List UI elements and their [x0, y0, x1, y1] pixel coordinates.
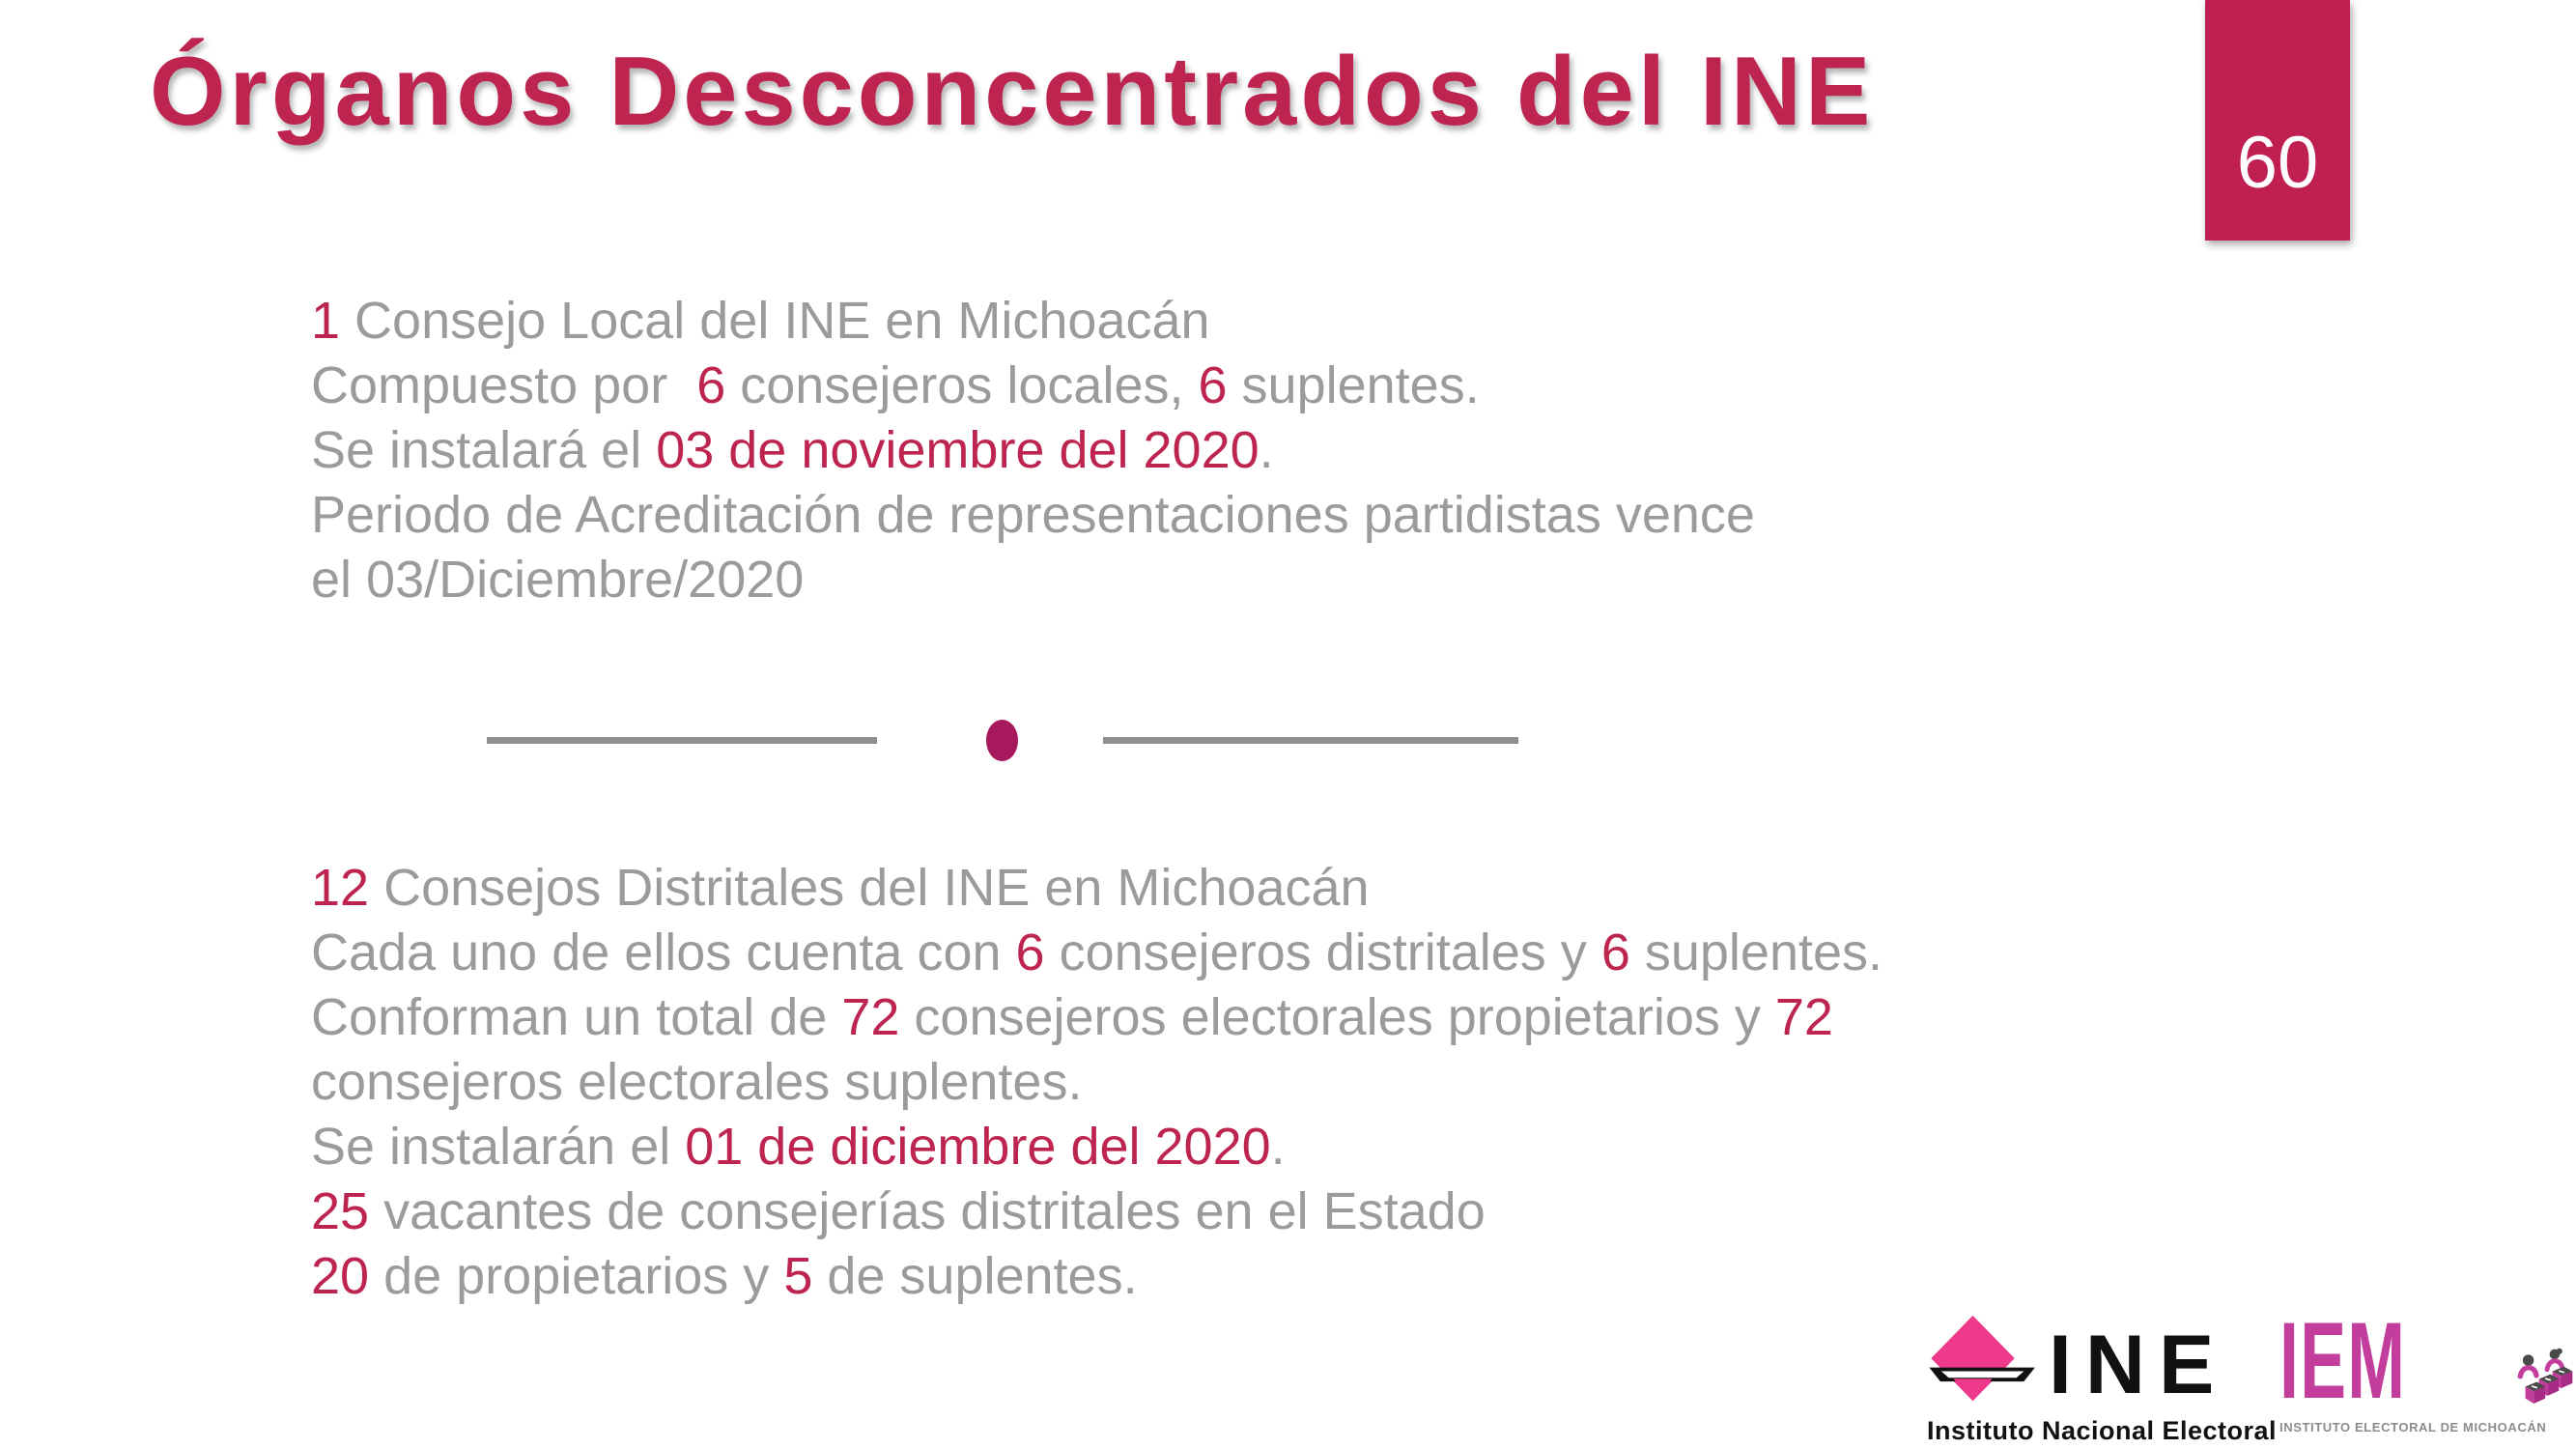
iem-people-ballot-boxes-icon — [2515, 1308, 2574, 1449]
text-segment: 6 — [1600, 923, 1630, 981]
ine-wordmark: INE — [2049, 1319, 2228, 1411]
divider-dot-icon — [986, 720, 1018, 761]
text-segment: suplentes. — [1227, 356, 1480, 414]
text-segment: 25 — [311, 1182, 370, 1240]
text-segment: Periodo de Acreditación de representaciones partidistas vence — [311, 486, 1755, 544]
text-segment: 1 — [311, 292, 341, 350]
text-line — [311, 856, 1882, 921]
paragraph-consejos-distritales — [311, 856, 1882, 1309]
text-line — [311, 1115, 1882, 1179]
text-segment: Se instalará el — [311, 421, 657, 479]
ine-logo — [1927, 1314, 2278, 1449]
text-segment: 6 — [696, 356, 726, 414]
text-line — [311, 985, 1882, 1050]
text-segment: 72 — [1774, 988, 1833, 1046]
text-segment: 5 — [783, 1247, 813, 1305]
text-line — [311, 354, 1755, 418]
text-segment: consejeros distritales y — [1044, 923, 1601, 981]
text-line — [311, 418, 1755, 483]
text-segment: consejeros electorales propietarios y — [899, 988, 1775, 1046]
text-line — [311, 1179, 1882, 1244]
iem-wordmark: IEM — [2279, 1300, 2407, 1421]
text-segment: Consejo Local del INE en Michoacán — [340, 292, 1210, 350]
text-segment: 03 de noviembre del 2020 — [656, 421, 1260, 479]
page-number: 60 — [2236, 122, 2319, 204]
text-segment: . — [1259, 421, 1274, 479]
text-segment: consejeros electorales suplentes. — [311, 1053, 1083, 1111]
text-segment: 01 de diciembre del 2020 — [685, 1118, 1271, 1176]
ine-caption: Instituto Nacional Electoral — [1927, 1416, 2278, 1445]
page-number-box — [2205, 0, 2350, 241]
text-line — [311, 289, 1755, 354]
text-segment: suplentes. — [1629, 923, 1883, 981]
divider-line-left — [487, 737, 877, 744]
text-segment: de suplentes. — [812, 1247, 1138, 1305]
text-line — [311, 1244, 1882, 1309]
text-segment: Se instalarán el — [311, 1118, 686, 1176]
text-line — [311, 921, 1882, 985]
text-segment: Compuesto por — [311, 356, 697, 414]
text-segment: de propietarios y — [369, 1247, 784, 1305]
text-segment: 6 — [1198, 356, 1228, 414]
divider-line-right — [1103, 737, 1518, 744]
page-title: Órganos Desconcentrados del INE — [150, 38, 1875, 146]
text-segment: el 03/Diciembre/2020 — [311, 551, 805, 609]
text-segment: vacantes de consejerías distritales en el Estado — [369, 1182, 1486, 1240]
text-segment: 20 — [311, 1247, 370, 1305]
section-divider — [487, 717, 1518, 763]
text-segment: 12 — [311, 859, 370, 917]
paragraph-consejo-local — [311, 289, 1755, 612]
text-segment: Cada uno de ellos cuenta con — [311, 923, 1016, 981]
text-segment: . — [1270, 1118, 1286, 1176]
text-segment: Conforman un total de — [311, 988, 842, 1046]
text-segment: Consejos Distritales del INE en Michoacán — [369, 859, 1370, 917]
ine-ballot-box-icon — [1927, 1314, 2043, 1406]
text-line — [311, 548, 1755, 612]
iem-logo-text — [2279, 1300, 2547, 1449]
iem-caption: INSTITUTO ELECTORAL DE MICHOACÁN — [2279, 1420, 2547, 1435]
ine-logo-top — [1927, 1314, 2270, 1411]
text-line — [311, 1050, 1882, 1115]
text-segment: consejeros locales, — [725, 356, 1199, 414]
text-segment: 6 — [1015, 923, 1045, 981]
text-line — [311, 483, 1755, 548]
iem-logo — [2279, 1300, 2574, 1449]
text-segment: 72 — [841, 988, 900, 1046]
